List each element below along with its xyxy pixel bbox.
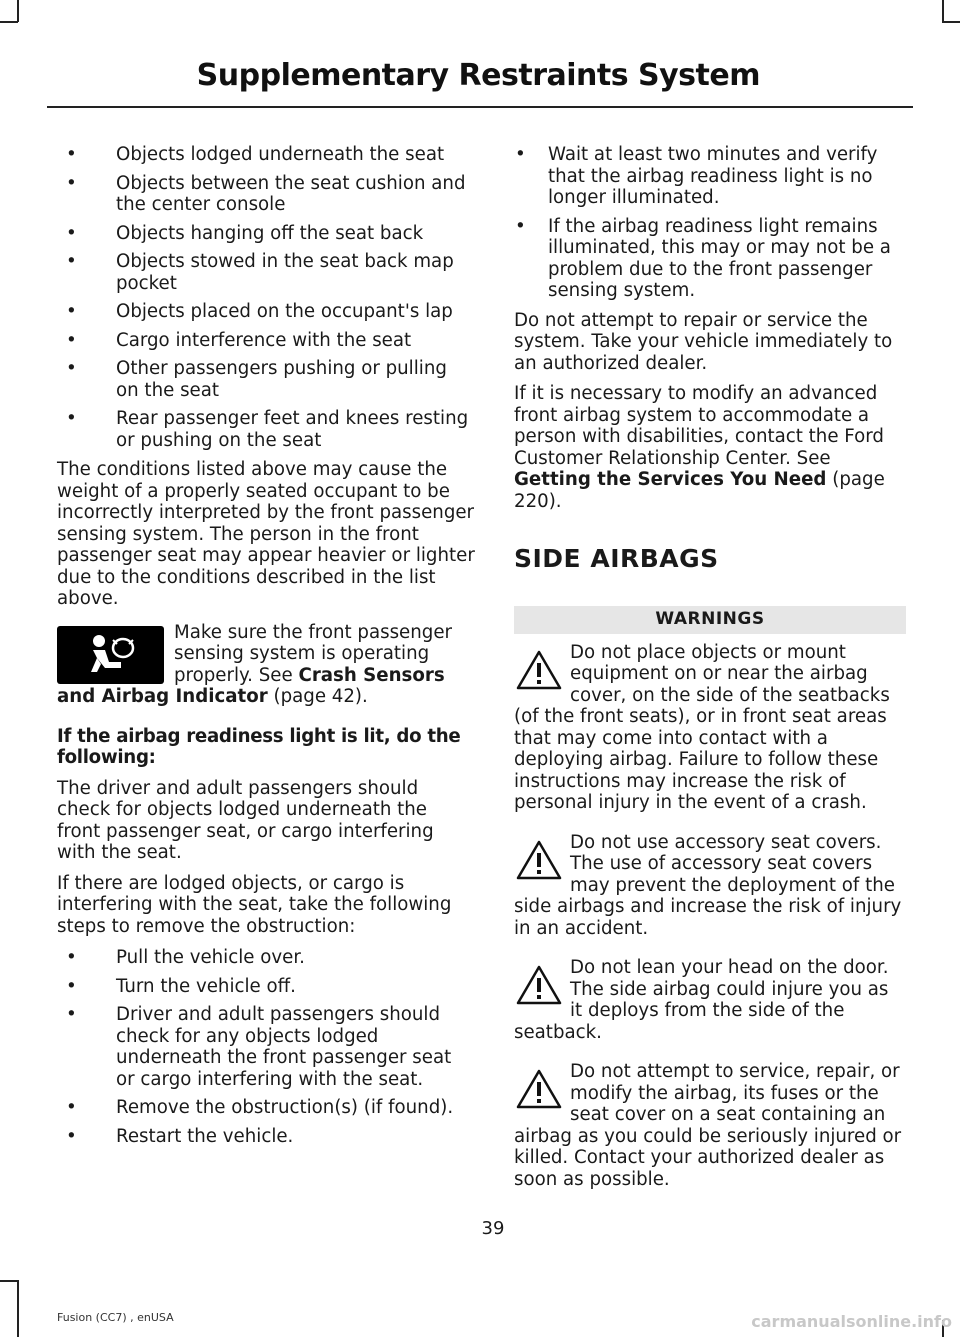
warning-triangle-icon — [516, 840, 562, 880]
crop-mark — [942, 21, 960, 23]
steps-list-continued — [506, 144, 906, 302]
page-reference: (page 42). — [273, 686, 368, 707]
left-column — [57, 144, 475, 1154]
paragraph — [514, 383, 906, 512]
warning-item — [514, 832, 906, 940]
list-item: • Wait at least two minutes and verify that the airbag readiness light is no longer illuminated. — [506, 144, 906, 209]
warning-item — [514, 1061, 906, 1190]
note-text: Make sure the front passenger sensing system is operating properly. See — [174, 621, 452, 686]
footer-model: Fusion (CC7) , enUSA — [57, 1311, 174, 1324]
page-title: Supplementary Restraints System — [196, 58, 760, 93]
list-item: • If the airbag readiness light remains illuminated, this may or may not be a problem due to the front passenger sensing system. — [506, 216, 906, 302]
section-title: SIDE AIRBAGS — [514, 544, 719, 573]
services-link[interactable]: Getting the Services You Need — [514, 469, 827, 490]
crop-mark — [0, 21, 18, 23]
list-item: • Rear passenger feet and knees resting or pushing on the seat — [57, 408, 475, 451]
list-item: • Driver and adult passengers should check for any objects lodged underneath the front passenger seat or cargo interfering with the seat. — [57, 1004, 475, 1090]
paragraph: Do not attempt to repair or service the system. Take your vehicle immediately to an authorized dealer. — [514, 309, 893, 374]
crop-mark — [942, 0, 944, 22]
watermark: carmanualsonline.info — [751, 1312, 952, 1331]
header-rule — [47, 106, 913, 108]
airbag-indicator-note — [57, 622, 475, 708]
list-item: • Objects stowed in the seat back map pocket — [57, 251, 475, 294]
crop-mark — [17, 0, 19, 22]
crop-mark — [0, 1280, 18, 1282]
warning-triangle-icon — [516, 965, 562, 1005]
warning-item — [514, 642, 906, 814]
warning-triangle-icon — [516, 1069, 562, 1109]
warning-triangle-icon — [516, 650, 562, 690]
paragraph: If there are lodged objects, or cargo is interfering with the seat, take the following steps to remove the obstruction: — [57, 872, 452, 937]
warning-text: Do not attempt to service, repair, or modify the airbag, its fuses or the seat cover on a seat containing an airbag as you could be seriously injured or killed. Contact your authorized dealer as soon as possible. — [514, 1061, 902, 1190]
airbag-indicator-icon — [57, 626, 164, 684]
list-item: • Turn the vehicle off. — [57, 976, 475, 998]
crop-mark — [17, 1280, 19, 1337]
list-item: • Remove the obstruction(s) (if found). — [57, 1097, 475, 1119]
list-item: • Pull the vehicle over. — [57, 947, 475, 969]
list-item: • Other passengers pushing or pulling on the seat — [57, 358, 475, 401]
warnings-header: WARNINGS — [514, 606, 906, 634]
crash-sensors-link[interactable]: Crash Sensors and Airbag Indicator — [57, 664, 445, 707]
section-heading: If the airbag readiness light is lit, do the following: — [57, 725, 461, 768]
right-column — [514, 144, 906, 1208]
paragraph: The conditions listed above may cause the weight of a properly seated occupant to be incorrectly interpreted by the front passenger sensing system. The person in the front passenger seat may appear heavier or lighter due to the conditions described in the list above. — [57, 459, 475, 609]
list-item: • Objects lodged underneath the seat — [57, 144, 475, 166]
list-item: • Cargo interference with the seat — [57, 330, 475, 352]
warning-item — [514, 957, 906, 1043]
warning-text: Do not lean your head on the door. The side airbag could injure you as it deploys from the side of the seatback. — [514, 957, 889, 1043]
page-reference: (page 220). — [514, 469, 885, 512]
warning-text: Do not place objects or mount equipment on or near the airbag cover, on the side of the seatbacks (of the front seats), or in front seat areas that may come into contact with a deploying airbag. Failure to follow these instructions may increase the risk of personal injury in the event of a crash. — [514, 641, 890, 813]
warning-text: Do not use accessory seat covers. The use of accessory seat covers may prevent the deployment of the side airbags and increase the risk of injury in an accident. — [514, 831, 902, 939]
list-item: • Objects between the seat cushion and the center console — [57, 173, 475, 216]
paragraph-text: If it is necessary to modify an advanced front airbag system to accommodate a person with disabilities, contact the Ford Customer Relationship Center. See — [514, 383, 884, 469]
list-item: • Restart the vehicle. — [57, 1126, 475, 1148]
paragraph: The driver and adult passengers should check for objects lodged underneath the front passenger seat, or cargo interfering with the seat. — [57, 777, 434, 863]
steps-list — [57, 947, 475, 1147]
list-item: • Objects placed on the occupant's lap — [57, 301, 475, 323]
conditions-list — [57, 144, 475, 451]
page-number: 39 — [481, 1218, 505, 1239]
list-item: • Objects hanging off the seat back — [57, 223, 475, 245]
